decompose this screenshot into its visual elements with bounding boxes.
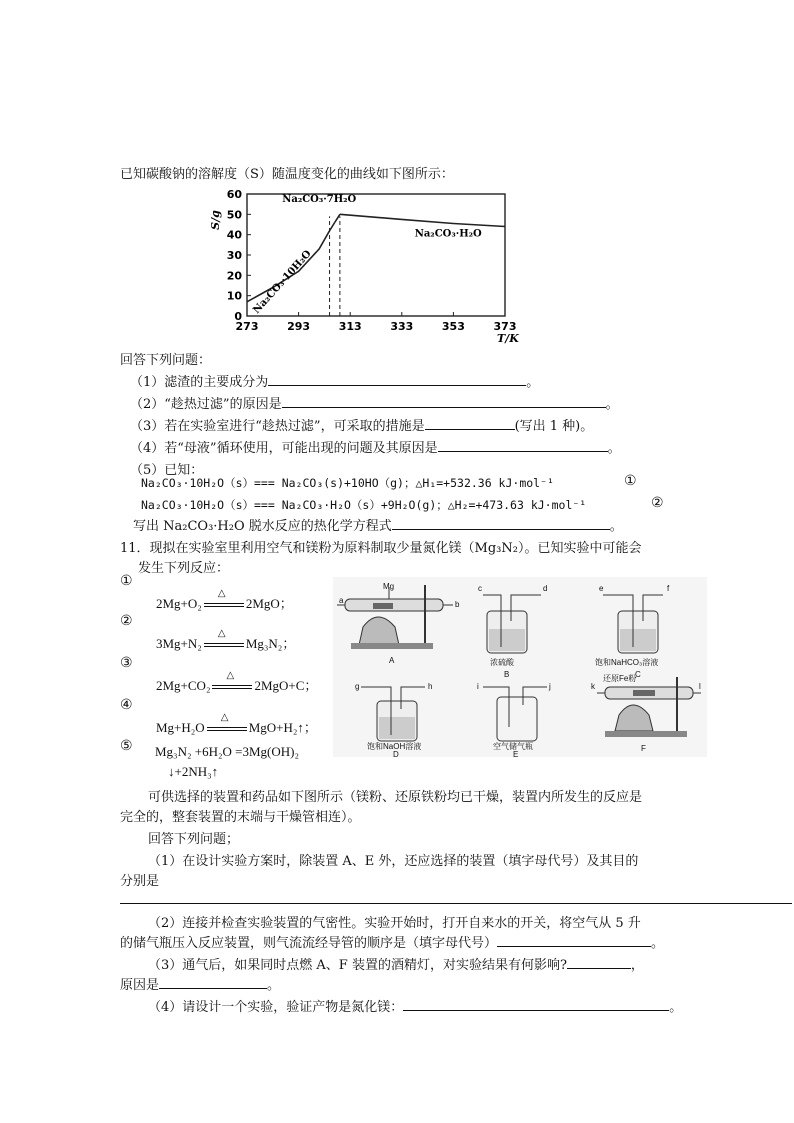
- period: 。: [609, 519, 623, 534]
- q11-sub-2-line-2: [120, 932, 664, 951]
- reaction-number: ③: [120, 655, 133, 671]
- q11-heading: 回答下列问题；: [148, 832, 240, 847]
- q11-s2-text: 的储气瓶压入反应装置，则气流流经导管的顺序是（填字母代号）: [120, 936, 498, 951]
- label-d: D: [393, 750, 399, 757]
- label-d-text: 饱和NaOH溶液: [367, 742, 422, 751]
- series-line-1: [335, 214, 340, 222]
- port-g: g: [355, 682, 360, 691]
- reaction-lhs: 3Mg+N₂: [156, 636, 202, 651]
- solubility-chart: [205, 186, 525, 346]
- reaction-equation: [156, 712, 317, 736]
- annotation-10h2o: Na₂CO₃·10H₂O: [251, 248, 314, 316]
- q11-sub-4: [148, 996, 682, 1015]
- mg-label: Mg: [383, 582, 395, 591]
- x-tick-label: 293: [287, 320, 311, 333]
- reaction-2-number: ②: [651, 495, 664, 511]
- q10-q3-suffix: (写出 1 种)。: [514, 419, 594, 434]
- heat-symbol: △: [217, 628, 226, 640]
- q10-question-1: [130, 371, 539, 390]
- q11-s3b-text: 原因是: [120, 978, 160, 993]
- q10-question-2: [130, 393, 619, 412]
- plot-frame: [247, 194, 505, 316]
- y-axis-label: S/g: [209, 210, 222, 230]
- heat-arrow: [204, 628, 244, 650]
- answer-blank[interactable]: [392, 517, 610, 530]
- apparatus-a: [337, 585, 453, 649]
- apparatus-figure: [333, 577, 707, 757]
- y-tick-label: 10: [226, 289, 242, 303]
- port-j: j: [549, 682, 551, 691]
- reaction-number: ②: [120, 613, 133, 629]
- port-i: i: [477, 682, 479, 691]
- port-d: d: [543, 584, 548, 593]
- port-f: f: [667, 584, 670, 593]
- reaction-5-line-1: Mg₃N₂ +6H₂O =3Mg(OH)₂: [155, 744, 300, 759]
- label-a: A: [389, 656, 395, 665]
- q11-sub-3-line-2: [120, 974, 280, 993]
- q11-sub-3-line-1: [148, 954, 644, 973]
- intro-text: 已知碳酸钠的溶解度（S）随温度变化的曲线如下图所示：: [120, 167, 454, 182]
- apparatus-f: [597, 677, 701, 737]
- reaction-rhs: Mg₃N₂；: [245, 636, 296, 651]
- reaction-equation: [156, 588, 293, 612]
- heat-arrow: [207, 712, 247, 734]
- answer-blank[interactable]: [497, 934, 651, 947]
- x-axis-label: T/K: [497, 332, 519, 345]
- q11-s4-text: （4）请设计一个实验，验证产物是氮化镁：: [148, 1000, 404, 1015]
- reaction-equation: [156, 628, 296, 652]
- port-c: c: [478, 584, 482, 593]
- period: 。: [669, 1000, 683, 1015]
- q11-paragraph-2: 完全的，整套装置的末端与干燥管相连）。: [120, 810, 361, 825]
- q10-q1-text: （1）滤渣的主要成分为: [130, 375, 269, 390]
- period: 。: [605, 397, 619, 412]
- q10-q3-text: （3）若在实验室进行“趁热过滤”，可采取的措施是: [130, 419, 425, 434]
- reaction-2: Na₂CO₃·10H₂O（s）=== Na₂CO₃·H₂O（s）+9H₂O(g)；△H₂=+473.63 kJ·mol⁻¹: [141, 498, 587, 512]
- reaction-number: ④: [120, 697, 133, 713]
- heat-arrow: [212, 670, 252, 692]
- y-tick-label: 50: [226, 208, 242, 222]
- series-line-2: [340, 214, 505, 226]
- label-b-text: 浓硫酸: [490, 658, 514, 667]
- reaction-1: Na₂CO₃·10H₂O（s）=== Na₂CO₃(s)+10HO（g)；△H₁=+532.36 kJ·mol⁻¹: [141, 476, 554, 490]
- port-l: l: [699, 682, 701, 691]
- heat-symbol: △: [226, 670, 235, 682]
- apparatus-e: [483, 687, 547, 741]
- answer-blank[interactable]: [438, 439, 608, 452]
- reaction-number: ①: [120, 573, 133, 589]
- reaction-5-number: ⑤: [120, 738, 133, 754]
- apparatus-b: [483, 595, 541, 653]
- reaction-lhs: 2Mg+CO₂: [156, 678, 211, 693]
- reaction-lhs: Mg+H₂O: [156, 720, 205, 735]
- answer-blank[interactable]: [268, 373, 526, 386]
- apparatus-c: [603, 595, 663, 653]
- q10-question-3: [130, 415, 593, 434]
- comma: ，: [630, 958, 644, 973]
- label-b: B: [504, 670, 510, 679]
- answer-blank[interactable]: [425, 417, 515, 430]
- label-f: F: [641, 744, 646, 753]
- q11-sub-2-line-1: （2）连接并检查实验装置的气密性。实验开始时，打开自来水的开关，将空气从 5 升: [148, 916, 641, 931]
- reaction-equation: [156, 670, 318, 694]
- fe-label: 还原Fe粉: [603, 674, 637, 683]
- x-tick-label: 273: [235, 320, 259, 333]
- heat-symbol: △: [220, 712, 229, 724]
- y-tick-label: 40: [226, 228, 242, 242]
- q11-paragraph-1: 可供选择的装置和药品如下图所示（镁粉、还原铁粉均已干燥，装置内所发生的反应是: [148, 790, 643, 805]
- label-c: C: [635, 670, 641, 679]
- q10-q5-question: [133, 515, 623, 534]
- period: 。: [526, 375, 540, 390]
- q10-q5-text: 写出 Na₂CO₃·H₂O 脱水反应的热化学方程式: [133, 519, 392, 534]
- answer-blank[interactable]: [159, 976, 267, 989]
- period: 。: [607, 441, 621, 456]
- reaction-rhs: 2MgO+C；: [254, 678, 318, 693]
- reaction-lhs: 2Mg+O₂: [156, 596, 202, 611]
- period: 。: [651, 936, 665, 951]
- x-tick-label: 333: [390, 320, 414, 333]
- port-e: e: [599, 584, 604, 593]
- q11-s3-text: （3）通气后，如果同时点燃 A、F 装置的酒精灯，对实验结果有何影响?: [148, 958, 567, 973]
- y-tick-label: 0: [234, 310, 242, 323]
- x-tick-label: 353: [441, 320, 465, 333]
- q10-heading: 回答下列问题：: [120, 353, 212, 368]
- heat-symbol: △: [217, 588, 226, 600]
- answer-blank[interactable]: [567, 956, 631, 969]
- x-tick-label: 373: [493, 320, 517, 333]
- y-tick-label: 20: [226, 269, 242, 283]
- port-k: k: [591, 682, 595, 691]
- answer-blank[interactable]: [403, 998, 669, 1011]
- q10-q5-heading: （5）已知：: [130, 463, 204, 478]
- reaction-1-number: ①: [624, 473, 637, 489]
- label-e-text: 空气储气瓶: [493, 742, 533, 751]
- reaction-rhs: 2MgO；: [245, 596, 293, 611]
- q11-line-2: 发生下列反应：: [138, 561, 230, 576]
- q10-q2-text: （2）“趁热过滤”的原因是: [130, 397, 282, 412]
- reaction-rhs: MgO+H₂↑；: [248, 720, 317, 735]
- answer-blank[interactable]: [282, 395, 606, 408]
- heat-arrow: [204, 588, 244, 610]
- label-c-text: 饱和NaHCO₃溶液: [595, 658, 659, 667]
- q11-sub-1-line-2: 分别是: [120, 874, 160, 889]
- annotation-h2o: Na₂CO₃·H₂O: [414, 228, 482, 240]
- port-h: h: [428, 682, 433, 691]
- q11-sub-1-line-1: （1）在设计实验方案时，除装置 A、E 外，还应选择的装置（填字母代号）及其目的: [148, 854, 639, 869]
- series-line-0: [247, 223, 335, 302]
- port-a: a: [339, 596, 344, 605]
- label-e: E: [513, 750, 519, 757]
- period: 。: [267, 978, 281, 993]
- y-tick-label: 30: [226, 249, 242, 262]
- answer-blank-long[interactable]: [120, 903, 792, 904]
- annotation-7h2o: Na₂CO₃·7H₂O: [282, 194, 357, 206]
- x-tick-label: 313: [338, 320, 362, 333]
- q10-question-4: [130, 437, 621, 456]
- q11-line-1: 11．现拟在实验室里利用空气和镁粉为原料制取少量氮化镁（Mg₃N₂）。已知实验中可能会: [120, 541, 642, 556]
- apparatus-d: [361, 687, 425, 741]
- y-tick-label: 60: [226, 188, 242, 201]
- port-b: b: [455, 600, 460, 609]
- q10-q4-text: （4）若“母液”循环使用，可能出现的问题及其原因是: [130, 441, 438, 456]
- reaction-5-line-2: ↓+2NH₃↑: [168, 764, 219, 779]
